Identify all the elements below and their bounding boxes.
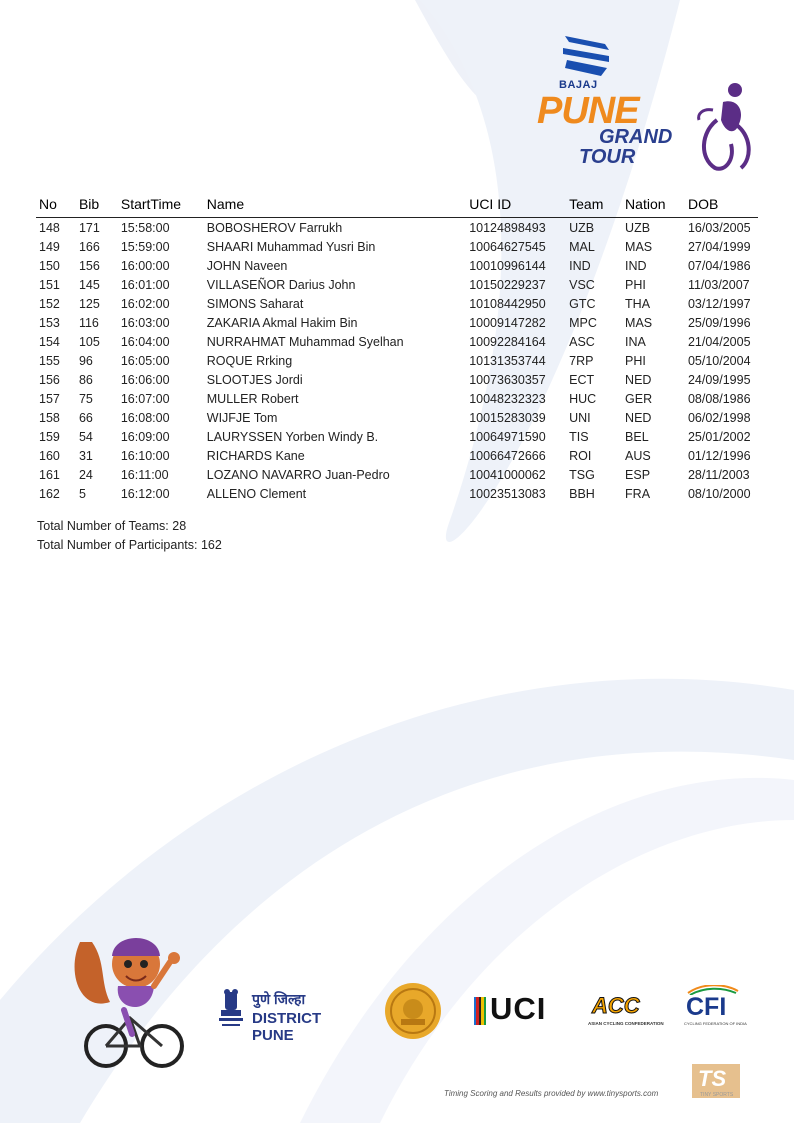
cell-nation: PHI	[625, 277, 646, 292]
cell-dob: 24/09/1995	[687, 372, 751, 387]
table-row	[36, 218, 758, 238]
cell-uci-id: 10064971590	[469, 429, 546, 444]
cell-starttime: 16:11:00	[120, 467, 169, 482]
cell-bib: 145	[78, 277, 100, 292]
cell-uci-id: 10073630357	[469, 372, 546, 387]
cell-team: GTC	[569, 296, 596, 311]
acc-wordmark: ACC	[592, 993, 640, 1018]
cell-bib: 156	[78, 258, 100, 273]
cfi-logo	[684, 985, 747, 1031]
header-dob: DOB	[688, 193, 758, 218]
header-no: No	[36, 193, 79, 218]
cell-bib: 166	[78, 239, 100, 254]
cell-bib: 125	[78, 296, 100, 311]
header-uci-id: UCI ID	[469, 193, 569, 218]
ts-wordmark: TS	[698, 1066, 727, 1091]
cell-starttime: 16:05:00	[120, 353, 170, 368]
cell-bib: 24	[78, 467, 93, 482]
cell-dob: 11/03/2007	[687, 277, 750, 292]
cell-uci-id: 10066472666	[469, 448, 546, 463]
cell-no: 152	[39, 296, 60, 311]
cell-starttime: 16:06:00	[120, 372, 170, 387]
cell-starttime: 15:58:00	[120, 220, 170, 235]
cell-name: BOBOSHEROV Farrukh	[206, 220, 343, 235]
cell-team: MPC	[569, 315, 597, 330]
cell-nation: BEL	[625, 429, 649, 444]
cell-no: 154	[39, 334, 60, 349]
cell-nation: PHI	[625, 353, 646, 368]
table-row	[36, 332, 758, 351]
cell-team: ROI	[569, 448, 592, 463]
tour-wordmark: TOUR	[579, 146, 636, 168]
cell-no: 161	[39, 467, 60, 482]
cell-name: WIJFJE Tom	[206, 410, 278, 425]
pune-wordmark: PUNE	[537, 90, 639, 132]
uci-logo	[474, 991, 558, 1027]
cell-team: VSC	[569, 277, 595, 292]
total-teams: Total Number of Teams: 28	[37, 519, 187, 533]
cell-uci-id: 10009147282	[469, 315, 546, 330]
cell-starttime: 16:00:00	[120, 258, 170, 273]
bajaj-mark-icon	[561, 34, 613, 78]
acc-logo	[588, 993, 664, 1033]
cell-name: SLOOTJES Jordi	[206, 372, 303, 387]
cell-dob: 25/01/2002	[687, 429, 751, 444]
cell-uci-id: 10048232323	[469, 391, 546, 406]
timing-credit: Timing Scoring and Results provided by www.tinysports.com	[444, 1089, 659, 1098]
header-bib: Bib	[79, 193, 121, 218]
cell-name: MULLER Robert	[206, 391, 299, 406]
cell-uci-id: 10108442950	[469, 296, 546, 311]
cell-uci-id: 10131353744	[469, 353, 546, 368]
cell-no: 153	[39, 315, 60, 330]
cell-dob: 08/08/1986	[687, 391, 751, 406]
cell-starttime: 16:07:00	[120, 391, 170, 406]
cell-starttime: 16:03:00	[120, 315, 170, 330]
cell-starttime: 16:04:00	[120, 334, 170, 349]
cell-no: 162	[39, 486, 60, 501]
cell-team: ASC	[569, 334, 595, 349]
cell-starttime: 16:12:00	[120, 486, 170, 501]
cell-team: TIS	[569, 429, 589, 444]
cell-dob: 27/04/1999	[687, 239, 751, 254]
cell-nation: ESP	[625, 467, 651, 482]
cell-bib: 105	[78, 334, 100, 349]
cell-name: ROQUE Rrking	[206, 353, 293, 368]
uci-stripes	[474, 997, 486, 1025]
cell-uci-id: 10092284164	[469, 334, 546, 349]
cell-starttime: 16:08:00	[120, 410, 170, 425]
cell-bib: 86	[78, 372, 93, 387]
cell-nation: THA	[625, 296, 651, 311]
cell-name: NURRAHMAT Muhammad Syelhan	[206, 334, 404, 349]
table-row	[36, 465, 758, 484]
header-nation: Nation	[625, 193, 688, 218]
cell-no: 156	[39, 372, 60, 387]
cell-dob: 25/09/1996	[687, 315, 751, 330]
cell-dob: 21/04/2005	[687, 334, 751, 349]
cell-nation: AUS	[625, 448, 651, 463]
cell-team: 7RP	[569, 353, 594, 368]
table-row	[36, 256, 758, 275]
cell-nation: GER	[625, 391, 653, 406]
table-row	[36, 237, 758, 256]
district-hindi-text: पुणे जिल्हा	[252, 991, 306, 1007]
cell-nation: NED	[625, 410, 652, 425]
table-row	[36, 484, 758, 503]
table-row	[36, 294, 758, 313]
cell-starttime: 16:01:00	[120, 277, 170, 292]
cell-dob: 28/11/2003	[687, 467, 750, 482]
state-emblem-icon	[216, 988, 246, 1032]
grand-wordmark: GRAND	[599, 126, 673, 148]
cell-name: LOZANO NAVARRO Juan-Pedro	[206, 467, 390, 482]
seal-icon	[383, 981, 443, 1041]
cell-bib: 171	[78, 220, 100, 235]
cell-name: ZAKARIA Akmal Hakim Bin	[206, 315, 358, 330]
cell-no: 157	[39, 391, 60, 406]
cell-starttime: 16:09:00	[120, 429, 170, 444]
table-row	[36, 275, 758, 294]
cell-bib: 31	[78, 448, 93, 463]
totals-block	[37, 517, 222, 555]
cell-bib: 5	[78, 486, 86, 501]
cell-dob: 05/10/2004	[687, 353, 751, 368]
cell-no: 160	[39, 448, 60, 463]
uci-wordmark: UCI	[490, 991, 547, 1026]
header-team: Team	[569, 193, 625, 218]
cell-name: RICHARDS Kane	[206, 448, 305, 463]
cell-uci-id: 10150229237	[469, 277, 546, 292]
cell-name: ALLENO Clement	[206, 486, 307, 501]
cell-starttime: 16:02:00	[120, 296, 170, 311]
cell-nation: NED	[625, 372, 652, 387]
cell-name: SIMONS Saharat	[206, 296, 304, 311]
cell-dob: 06/02/1998	[687, 410, 751, 425]
cfi-wordmark: CFI	[686, 993, 727, 1021]
cell-name: VILLASEÑOR Darius John	[206, 277, 356, 292]
cell-bib: 75	[78, 391, 93, 406]
table-row	[36, 389, 758, 408]
cell-starttime: 16:10:00	[120, 448, 170, 463]
cell-bib: 116	[78, 315, 99, 330]
cell-team: UNI	[569, 410, 591, 425]
cell-dob: 16/03/2005	[687, 220, 751, 235]
cell-uci-id: 10124898493	[469, 220, 546, 235]
cell-uci-id: 10010996144	[469, 258, 546, 273]
cell-nation: INA	[625, 334, 646, 349]
cell-nation: FRA	[625, 486, 651, 501]
cfi-subtitle: CYCLING FEDERATION OF INDIA	[684, 1021, 747, 1026]
cell-bib: 96	[78, 353, 93, 368]
cell-nation: UZB	[625, 220, 651, 235]
table-row	[36, 313, 758, 332]
tinysports-subtitle: TINY SPORTS	[700, 1092, 734, 1098]
total-participants: Total Number of Participants: 162	[37, 538, 222, 552]
cell-dob: 01/12/1996	[687, 448, 751, 463]
cell-no: 155	[39, 353, 60, 368]
table-row	[36, 351, 758, 370]
district-english-text: DISTRICT PUNE	[252, 1010, 322, 1044]
district-pune-logo	[216, 988, 361, 1044]
cell-nation: MAS	[625, 315, 653, 330]
cell-uci-id: 10015283039	[469, 410, 546, 425]
cell-name: SHAARI Muhammad Yusri Bin	[206, 239, 376, 254]
cell-nation: IND	[625, 258, 647, 273]
cell-bib: 66	[78, 410, 93, 425]
header-name: Name	[207, 193, 469, 218]
cell-bib: 54	[78, 429, 93, 444]
cell-name: JOHN Naveen	[206, 258, 288, 273]
table-header-row	[36, 193, 758, 218]
header-starttime: StartTime	[121, 193, 207, 218]
mascot-icon	[70, 922, 190, 1072]
cell-team: HUC	[569, 391, 597, 406]
cell-dob: 03/12/1997	[687, 296, 751, 311]
cell-no: 158	[39, 410, 60, 425]
table-row	[36, 446, 758, 465]
cell-no: 148	[39, 220, 60, 235]
cell-no: 149	[39, 239, 60, 254]
cell-team: UZB	[569, 220, 595, 235]
cell-uci-id: 10064627545	[469, 239, 546, 254]
cell-nation: MAS	[625, 239, 653, 254]
cell-dob: 07/04/1986	[687, 258, 751, 273]
cell-starttime: 15:59:00	[120, 239, 170, 254]
cell-team: TSG	[569, 467, 595, 482]
cell-no: 159	[39, 429, 60, 444]
cell-team: IND	[569, 258, 591, 273]
cell-no: 150	[39, 258, 60, 273]
cell-team: BBH	[569, 486, 595, 501]
cell-team: ECT	[569, 372, 595, 387]
cell-dob: 08/10/2000	[687, 486, 751, 501]
cell-no: 151	[39, 277, 60, 292]
bajaj-wordmark: BAJAJ	[559, 79, 598, 91]
table-row	[36, 370, 758, 389]
table-row	[36, 408, 758, 427]
pune-grand-tour-logo	[535, 34, 750, 174]
acc-subtitle: ASIAN CYCLING CONFEDERATION	[588, 1021, 664, 1026]
cell-uci-id: 10023513083	[469, 486, 546, 501]
cell-uci-id: 10041000062	[469, 467, 546, 482]
cell-team: MAL	[569, 239, 595, 254]
table-row	[36, 427, 758, 446]
start-list-table	[36, 193, 758, 503]
cell-name: LAURYSSEN Yorben Windy B.	[206, 429, 379, 444]
cyclist-icon	[695, 80, 755, 172]
